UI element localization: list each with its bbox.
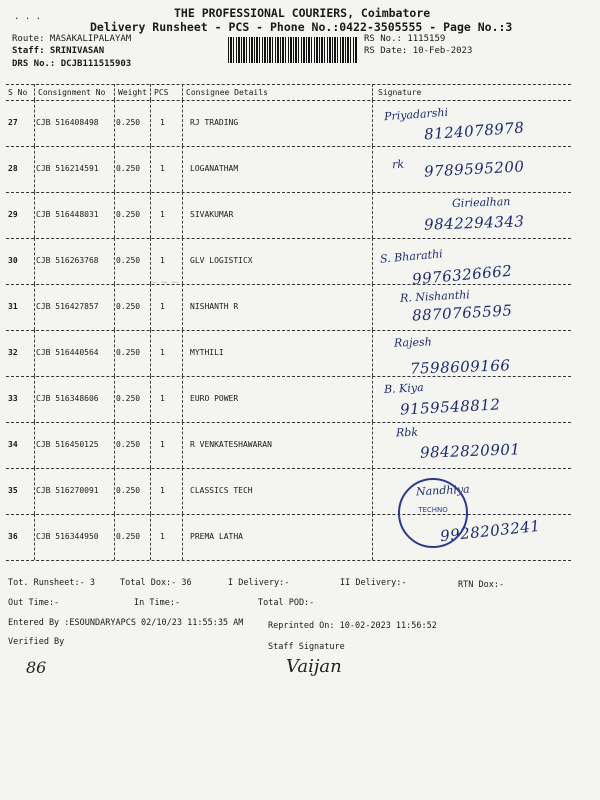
row-signature-phone: 9842294343 [423, 212, 525, 234]
col-rule [182, 514, 183, 560]
col-signature: Signature [378, 88, 422, 97]
route-label: Route: MASAKALIPALAYAM [12, 34, 132, 44]
col-rule [114, 100, 115, 146]
row-consignment: CJB 516270091 [36, 486, 99, 495]
row-consignment: CJB 516348606 [36, 394, 99, 403]
rtn-dox: RTN Dox:- [458, 580, 505, 590]
col-rule [114, 84, 115, 100]
row-signature-phone: 8124078978 [423, 118, 525, 144]
row-consignee: CLASSICS TECH [190, 486, 253, 495]
rs-date: RS Date: 10-Feb-2023 [364, 46, 473, 56]
col-rule [182, 146, 183, 192]
col-consignee: Consignee Details [186, 88, 268, 97]
header-top-rule [6, 84, 571, 85]
row-signature-name: Nandhiya [415, 482, 470, 499]
total-dox: Total Dox:- 36 [120, 578, 192, 588]
out-time: Out Time:- [8, 598, 60, 608]
row-sno: 34 [8, 440, 18, 449]
col-rule [34, 146, 35, 192]
rs-number: RS No.: 1115159 [364, 34, 446, 44]
row-consignee: NISHANTH R [190, 302, 239, 311]
row-consignee: SIVAKUMAR [190, 210, 234, 219]
row-signature-phone: 9159548812 [399, 395, 501, 419]
row-rule [6, 376, 571, 377]
col-rule [34, 514, 35, 560]
col-rule [182, 376, 183, 422]
col-rule [372, 284, 373, 330]
row-signature-phone: 8870765595 [411, 301, 513, 325]
row-signature-name: Priyadarshi [383, 105, 449, 124]
row-rule [6, 514, 571, 515]
col-rule [34, 330, 35, 376]
row-signature-name: B. Kiya [383, 380, 424, 397]
col-rule [372, 100, 373, 146]
row-rule [6, 422, 571, 423]
row-weight: 0.250 [116, 440, 141, 449]
row-consignment: CJB 516263768 [36, 256, 99, 265]
row-weight: 0.250 [116, 164, 141, 173]
row-sno: 35 [8, 486, 18, 495]
row-consignment: CJB 516214591 [36, 164, 99, 173]
col-rule [114, 238, 115, 284]
row-pcs: 1 [160, 256, 165, 265]
col-rule [182, 100, 183, 146]
col-rule [34, 100, 35, 146]
row-signature-name: rk [391, 157, 405, 172]
col-rule [182, 284, 183, 330]
row-pcs: 1 [160, 302, 165, 311]
col-rule [114, 330, 115, 376]
row-weight: 0.250 [116, 256, 141, 265]
row-consignment: CJB 516408498 [36, 118, 99, 127]
row-signature-name: Rajesh [393, 335, 432, 350]
total-pod: Total POD:- [258, 598, 315, 608]
row-signature-phone: 9842820901 [419, 440, 521, 462]
row-pcs: 1 [160, 440, 165, 449]
col-rule [34, 468, 35, 514]
row-consignee: LOGANATHAM [190, 164, 239, 173]
col-rule [372, 330, 373, 376]
row-consignee: GLV LOGISTICX [190, 256, 253, 265]
col-rule [182, 468, 183, 514]
col-rule [34, 284, 35, 330]
row-rule [6, 330, 571, 331]
col-rule [150, 192, 151, 238]
row-sno: 33 [8, 394, 18, 403]
row-rule [6, 560, 571, 561]
col-rule [182, 84, 183, 100]
row-signature-name: Rbk [395, 425, 419, 440]
row-signature-name: R. Nishanthi [399, 288, 471, 305]
row-pcs: 1 [160, 210, 165, 219]
col-rule [182, 192, 183, 238]
row-signature-phone: 9928203241 [439, 516, 542, 546]
col-rule [372, 192, 373, 238]
row-rule [6, 284, 571, 285]
col-rule [114, 146, 115, 192]
row-pcs: 1 [160, 486, 165, 495]
row-consignee: EURO POWER [190, 394, 239, 403]
row-weight: 0.250 [116, 118, 141, 127]
col-rule [150, 100, 151, 146]
col-rule [182, 422, 183, 468]
col-consignment: Consignment No [38, 88, 106, 97]
entered-by: Entered By :ESOUNDARYAPCS 02/10/23 11:55:35 AM [8, 618, 244, 628]
col-rule [150, 284, 151, 330]
col-sno: S No [8, 88, 28, 97]
row-pcs: 1 [160, 532, 165, 541]
col-rule [34, 238, 35, 284]
col-rule [182, 330, 183, 376]
header-bottom-rule [6, 100, 571, 101]
row-consignee: MYTHILI [190, 348, 224, 357]
drs-label: DRS No.: DCJB111515903 [12, 59, 132, 69]
col-rule [114, 422, 115, 468]
row-weight: 0.250 [116, 532, 141, 541]
col-rule [114, 284, 115, 330]
row-pcs: 1 [160, 394, 165, 403]
row-pcs: 1 [160, 164, 165, 173]
reprinted-on: Reprinted On: 10-02-2023 11:56:52 [268, 621, 437, 631]
col-rule [372, 422, 373, 468]
row-sno: 29 [8, 210, 18, 219]
row-weight: 0.250 [116, 486, 141, 495]
col-rule [114, 192, 115, 238]
verified-by: Verified By [8, 637, 65, 647]
col-rule [150, 330, 151, 376]
row-consignee: PREMA LATHA [190, 532, 243, 541]
col-rule [372, 84, 373, 100]
col-rule [182, 238, 183, 284]
col-rule [34, 422, 35, 468]
row-consignee: R VENKATESHAWARAN [190, 440, 272, 449]
row-consignment: CJB 516450125 [36, 440, 99, 449]
col-rule [114, 468, 115, 514]
row-rule [6, 146, 571, 147]
row-rule [6, 238, 571, 239]
row-signature-name: Giriealhan [451, 194, 511, 211]
header-dots: . . . [14, 12, 42, 22]
total-runsheet: Tot. Runsheet:- 3 [8, 578, 95, 588]
staff-label: Staff: SRINIVASAN [12, 46, 105, 56]
row-consignment: CJB 516448031 [36, 210, 99, 219]
col-rule [372, 238, 373, 284]
company-stamp [398, 478, 468, 548]
i-delivery: I Delivery:- [228, 578, 290, 588]
row-sno: 36 [8, 532, 18, 541]
col-rule [34, 376, 35, 422]
runsheet-subtitle: Delivery Runsheet - PCS - Phone No.:0422-3505555 - Page No.:3 [90, 20, 513, 34]
row-weight: 0.250 [116, 348, 141, 357]
col-rule [114, 514, 115, 560]
col-rule [150, 468, 151, 514]
row-pcs: 1 [160, 348, 165, 357]
stamp-text: TECHNO [418, 506, 448, 514]
row-consignment: CJB 516427857 [36, 302, 99, 311]
bleed-through-mark: ~ ~ ~ [150, 278, 179, 288]
col-pcs: PCS [154, 88, 169, 97]
col-rule [150, 84, 151, 100]
row-consignment: CJB 516440564 [36, 348, 99, 357]
row-weight: 0.250 [116, 210, 141, 219]
in-time: In Time:- [134, 598, 181, 608]
col-rule [150, 376, 151, 422]
row-signature-phone: 9789595200 [423, 157, 525, 181]
row-sno: 30 [8, 256, 18, 265]
col-rule [34, 84, 35, 100]
row-sno: 28 [8, 164, 18, 173]
col-weight: Weight [118, 88, 147, 97]
col-rule [150, 146, 151, 192]
row-signature-phone: 7598609166 [409, 356, 511, 378]
col-rule [372, 146, 373, 192]
row-rule [6, 192, 571, 193]
row-consignee: RJ TRADING [190, 118, 239, 127]
row-sno: 32 [8, 348, 18, 357]
col-rule [34, 192, 35, 238]
row-signature-name: S. Bharathi [379, 247, 444, 266]
barcode [228, 37, 358, 63]
row-rule [6, 468, 571, 469]
staff-signature-label: Staff Signature [268, 642, 345, 652]
col-rule [114, 376, 115, 422]
row-sno: 27 [8, 118, 18, 127]
row-signature-phone: 9976326662 [411, 261, 514, 289]
col-rule [150, 514, 151, 560]
col-rule [150, 422, 151, 468]
row-weight: 0.250 [116, 394, 141, 403]
row-sno: 31 [8, 302, 18, 311]
verifier-signature: 86 [26, 658, 47, 677]
row-weight: 0.250 [116, 302, 141, 311]
col-rule [372, 514, 373, 560]
row-pcs: 1 [160, 118, 165, 127]
col-rule [372, 468, 373, 514]
staff-signature: Vaijan [286, 656, 342, 677]
col-rule [372, 376, 373, 422]
ii-delivery: II Delivery:- [340, 578, 407, 588]
company-title: THE PROFESSIONAL COURIERS, Coimbatore [174, 6, 431, 20]
row-consignment: CJB 516344950 [36, 532, 99, 541]
